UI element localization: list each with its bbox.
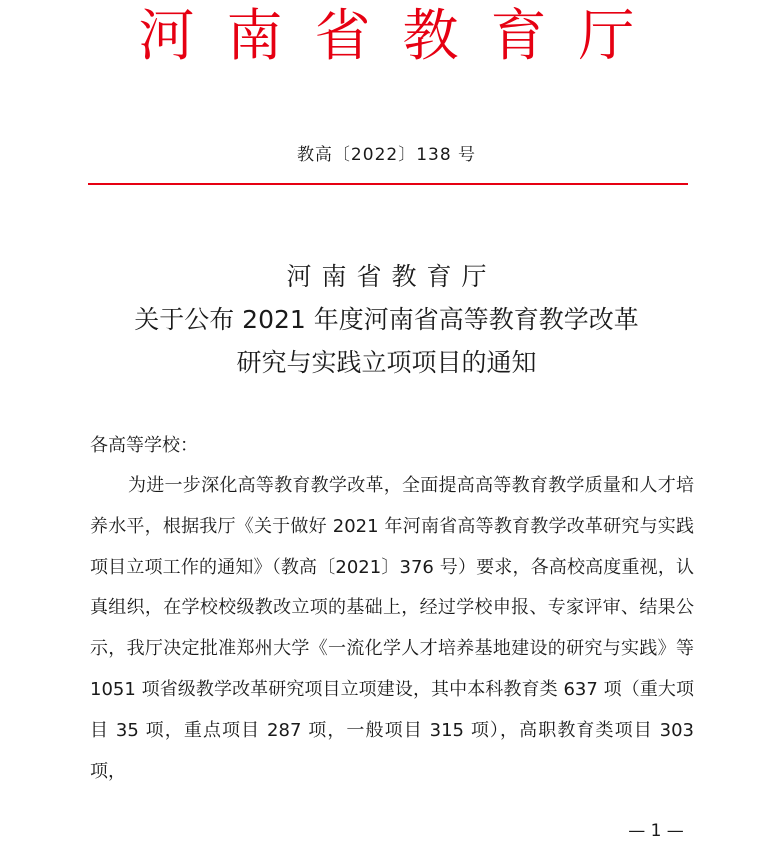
body-paragraph: 为进一步深化高等教育教学改革，全面提高高等教育教学质量和人才培养水平，根据我厅《关于做好 2021 年河南省高等教育教学改革研究与实践项目立项工作的通知》（教高〔2021〕376 号）要求，各高校高度重视，认真组织，在学校校级教改立项的基础上，经过学校申报、专家评审、结果公示，我厅决定批准郑州大学《一流化学人才培养基地建设的研究与实践》等 1051 项省级教学改革研究项目立项建设，其中本科教育类 637 项（重大项目 35 项，重点项目 287 项，一般项目 315 项），高职教育类项目 303 项， (90, 475, 694, 782)
document-number: 教高〔2022〕138 号 (296, 145, 477, 165)
masthead-title: 河南省教育厅 (138, 4, 667, 69)
recipient-line: 各高等学校： (90, 435, 198, 456)
title-line-subject-cont: 研究与实践立项项目的通知 (236, 348, 537, 377)
title-line-issuer: 河南省教育厅 (286, 262, 497, 291)
title-line-subject: 关于公布 2021 年度河南省高等教育教学改革 (134, 305, 639, 334)
page-number: — 1 — (628, 821, 684, 841)
red-divider-line (88, 183, 688, 185)
notice-title (0, 255, 773, 384)
